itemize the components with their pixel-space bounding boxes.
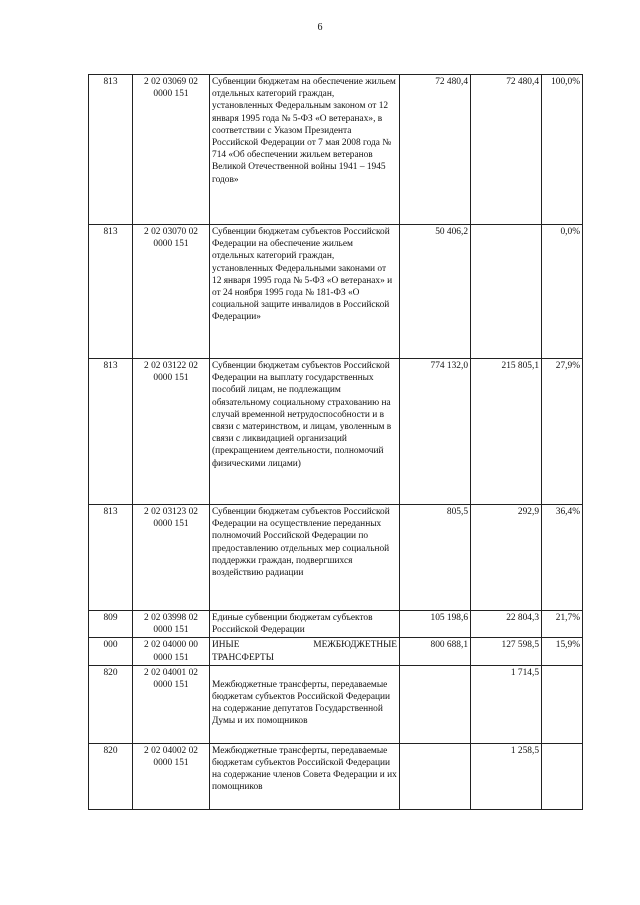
description-cell bbox=[210, 638, 400, 665]
description-cell: Субвенции бюджетам субъектов Российской Федерации на осуществление переданных полномочий Российской Федерации по предоставлению отдельных мер социальной поддержки граждан, подвергшихся воздействию радиации bbox=[210, 505, 400, 611]
plan-amount-cell: 805,5 bbox=[400, 505, 471, 611]
plan-amount-cell: 105 198,6 bbox=[400, 611, 471, 638]
admin-code-cell: 820 bbox=[89, 665, 133, 743]
description-cell: Межбюджетные трансферты, передаваемые бюджетам субъектов Российской Федерации на содержание депутатов Государственной Думы и их помощников bbox=[210, 665, 400, 743]
table-row bbox=[89, 225, 583, 359]
percent-cell bbox=[542, 665, 583, 743]
percent-cell bbox=[542, 743, 583, 809]
plan-amount-cell: 72 480,4 bbox=[400, 75, 471, 225]
budget-code-cell: 2 02 04000 00 0000 151 bbox=[133, 638, 210, 665]
plan-amount-cell: 774 132,0 bbox=[400, 359, 471, 505]
admin-code-cell: 813 bbox=[89, 359, 133, 505]
description-word: ТРАНСФЕРТЫ bbox=[212, 652, 274, 663]
percent-cell: 100,0% bbox=[542, 75, 583, 225]
table-row bbox=[89, 359, 583, 505]
percent-cell: 0,0% bbox=[542, 225, 583, 359]
actual-amount-cell: 72 480,4 bbox=[471, 75, 542, 225]
actual-amount-cell: 215 805,1 bbox=[471, 359, 542, 505]
plan-amount-cell bbox=[400, 743, 471, 809]
actual-amount-cell: 292,9 bbox=[471, 505, 542, 611]
percent-cell: 27,9% bbox=[542, 359, 583, 505]
description-cell: Субвенции бюджетам субъектов Российской Федерации на выплату государственных пособий лицам, не подлежащим обязательному социальному страхованию на случай временной нетрудоспособности и в связи с материнством, и лицам, уволенным в связи с ликвидацией организаций (прекращением деятельности, полномочий физическими лицами) bbox=[210, 359, 400, 505]
admin-code-cell: 809 bbox=[89, 611, 133, 638]
table-row bbox=[89, 75, 583, 225]
admin-code-cell: 000 bbox=[89, 638, 133, 665]
table-row bbox=[89, 505, 583, 611]
admin-code-cell: 820 bbox=[89, 743, 133, 809]
actual-amount-cell: 1 714,5 bbox=[471, 665, 542, 743]
admin-code-cell: 813 bbox=[89, 75, 133, 225]
budget-code-cell: 2 02 03122 02 0000 151 bbox=[133, 359, 210, 505]
budget-code-cell: 2 02 04002 02 0000 151 bbox=[133, 743, 210, 809]
table-row bbox=[89, 611, 583, 638]
description-word: МЕЖБЮДЖЕТНЫЕ bbox=[313, 640, 397, 651]
budget-code-cell: 2 02 03998 02 0000 151 bbox=[133, 611, 210, 638]
plan-amount-cell: 800 688,1 bbox=[400, 638, 471, 665]
table-row bbox=[89, 665, 583, 743]
actual-amount-cell: 1 258,5 bbox=[471, 743, 542, 809]
percent-cell: 15,9% bbox=[542, 638, 583, 665]
description-cell: Единые субвенции бюджетам субъектов Российской Федерации bbox=[210, 611, 400, 638]
table-row bbox=[89, 743, 583, 809]
description-line bbox=[212, 639, 397, 651]
description-word: ИНЫЕ bbox=[212, 640, 240, 651]
table-row bbox=[89, 638, 583, 665]
percent-cell: 36,4% bbox=[542, 505, 583, 611]
budget-code-cell: 2 02 03069 02 0000 151 bbox=[133, 75, 210, 225]
plan-amount-cell bbox=[400, 665, 471, 743]
page-number: 6 bbox=[317, 22, 323, 33]
plan-amount-cell: 50 406,2 bbox=[400, 225, 471, 359]
budget-code-cell: 2 02 04001 02 0000 151 bbox=[133, 665, 210, 743]
description-cell: Субвенции бюджетам на обеспечение жильем отдельных категорий граждан, установленных Федеральным законом от 12 января 1995 года № 5-ФЗ «О ветеранах», в соответствии с Указом Президента Российской Федерации от 7 мая 2008 года № 714 «Об обеспечении жильем ветеранов Великой Отечественной войны 1941 – 1945 годов» bbox=[210, 75, 400, 225]
budget-table bbox=[88, 74, 583, 810]
budget-code-cell: 2 02 03070 02 0000 151 bbox=[133, 225, 210, 359]
actual-amount-cell: 22 804,3 bbox=[471, 611, 542, 638]
budget-code-cell: 2 02 03123 02 0000 151 bbox=[133, 505, 210, 611]
description-cell: Субвенции бюджетам субъектов Российской Федерации на обеспечение жильем отдельных категорий граждан, установленных Федеральными законами от 12 января 1995 года № 5-ФЗ «О ветеранах» и от 24 ноября 1995 года № 181-ФЗ «О социальной защите инвалидов в Российской Федерации» bbox=[210, 225, 400, 359]
actual-amount-cell: 127 598,5 bbox=[471, 638, 542, 665]
actual-amount-cell bbox=[471, 225, 542, 359]
description-cell: Межбюджетные трансферты, передаваемые бюджетам субъектов Российской Федерации на содержание членов Совета Федерации и их помощников bbox=[210, 743, 400, 809]
percent-cell: 21,7% bbox=[542, 611, 583, 638]
admin-code-cell: 813 bbox=[89, 225, 133, 359]
admin-code-cell: 813 bbox=[89, 505, 133, 611]
